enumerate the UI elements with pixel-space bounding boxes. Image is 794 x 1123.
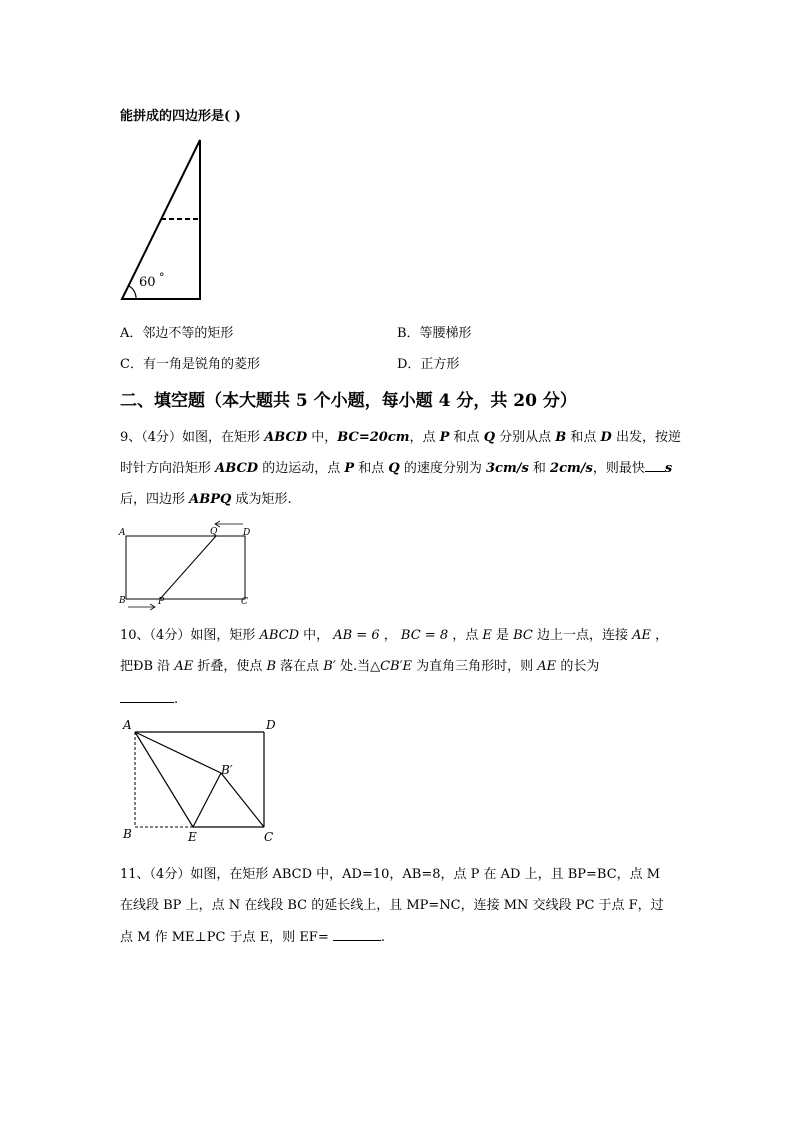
q9-label-p: P: [158, 597, 165, 607]
q9-segment-pq: [160, 536, 216, 599]
q10-label-e: E: [188, 830, 197, 844]
q11-line-3: 点 M 作 ME⊥PC 于点 E，则 EF= .: [120, 926, 385, 945]
q9-line-1: 9、（4分）如图，在矩形 ABCD 中，BC=20cm，点 P 和点 Q 分别从点 B 和点 D 出发，按逆: [120, 430, 681, 445]
q10-line-3: .: [120, 688, 178, 707]
q11-line-2: 在线段 BP 上，点 N 在线段 BC 的延长线上，且 MP=NC，连接 MN 交线段 PC 于点 F，过: [120, 898, 664, 913]
q9-rectangle-figure: [118, 518, 258, 612]
q8-option-a: A．邻边不等的矩形: [120, 326, 234, 341]
q8-option-b: B．等腰梯形: [397, 326, 472, 341]
q8-option-c: C．有一角是锐角的菱形: [120, 357, 260, 372]
q10-line-2: 把ÐB 沿 AE 折叠，使点 B 落在点 B′ 处.当△CB′E 为直角三角形时，则 AE 的长为: [120, 659, 600, 674]
q9-line-2: 时针方向沿矩形 ABCD 的边运动，点 P 和点 Q 的速度分别为 3cm/s 和 2cm/s，则最快 s: [120, 457, 672, 476]
section-title: 二、填空题（本大题共 5 个小题，每小题 4 分，共 20 分）: [120, 391, 577, 411]
q10-label-b: B: [123, 827, 132, 841]
q9-label-c: C: [241, 597, 248, 607]
q10-segment-b1e: [193, 773, 221, 827]
q9-label-b: B: [119, 596, 126, 606]
q9-answer-blank[interactable]: [645, 457, 665, 472]
q9-label-d: D: [243, 528, 251, 538]
q8-option-d: D．正方形: [397, 357, 460, 372]
q10-rectangle-figure: [125, 722, 275, 834]
q8-stem: 能拼成的四边形是( ): [120, 109, 241, 124]
q10-label-c: C: [264, 830, 274, 844]
q10-segment-b1c: [221, 773, 264, 827]
q8-angle-label: 60: [139, 275, 156, 290]
q9-rectangle: [126, 536, 245, 599]
q10-line-1: 10、（4分）如图，矩形 ABCD 中， AB = 6 ， BC = 8 ，点 E 是 BC 边上一点，连接 AE ，: [120, 628, 669, 643]
q9-line-3: 后，四边形 ABPQ 成为矩形.: [120, 492, 292, 507]
q10-answer-blank[interactable]: [120, 688, 174, 703]
q11-line-1: 11、（4分）如图，在矩形 ABCD 中，AD=10，AB=8，点 P 在 AD 上，且 BP=BC，点 M: [120, 867, 661, 882]
q11-answer-blank[interactable]: [333, 926, 381, 941]
q10-label-a: A: [123, 718, 132, 732]
q8-degree-symbol: °: [159, 271, 165, 284]
q8-angle-arc: [129, 286, 136, 299]
q10-label-d: D: [266, 718, 276, 732]
q10-label-b-prime: B′: [221, 763, 233, 777]
q9-label-a: A: [119, 528, 126, 538]
q9-label-q: Q: [210, 527, 218, 537]
